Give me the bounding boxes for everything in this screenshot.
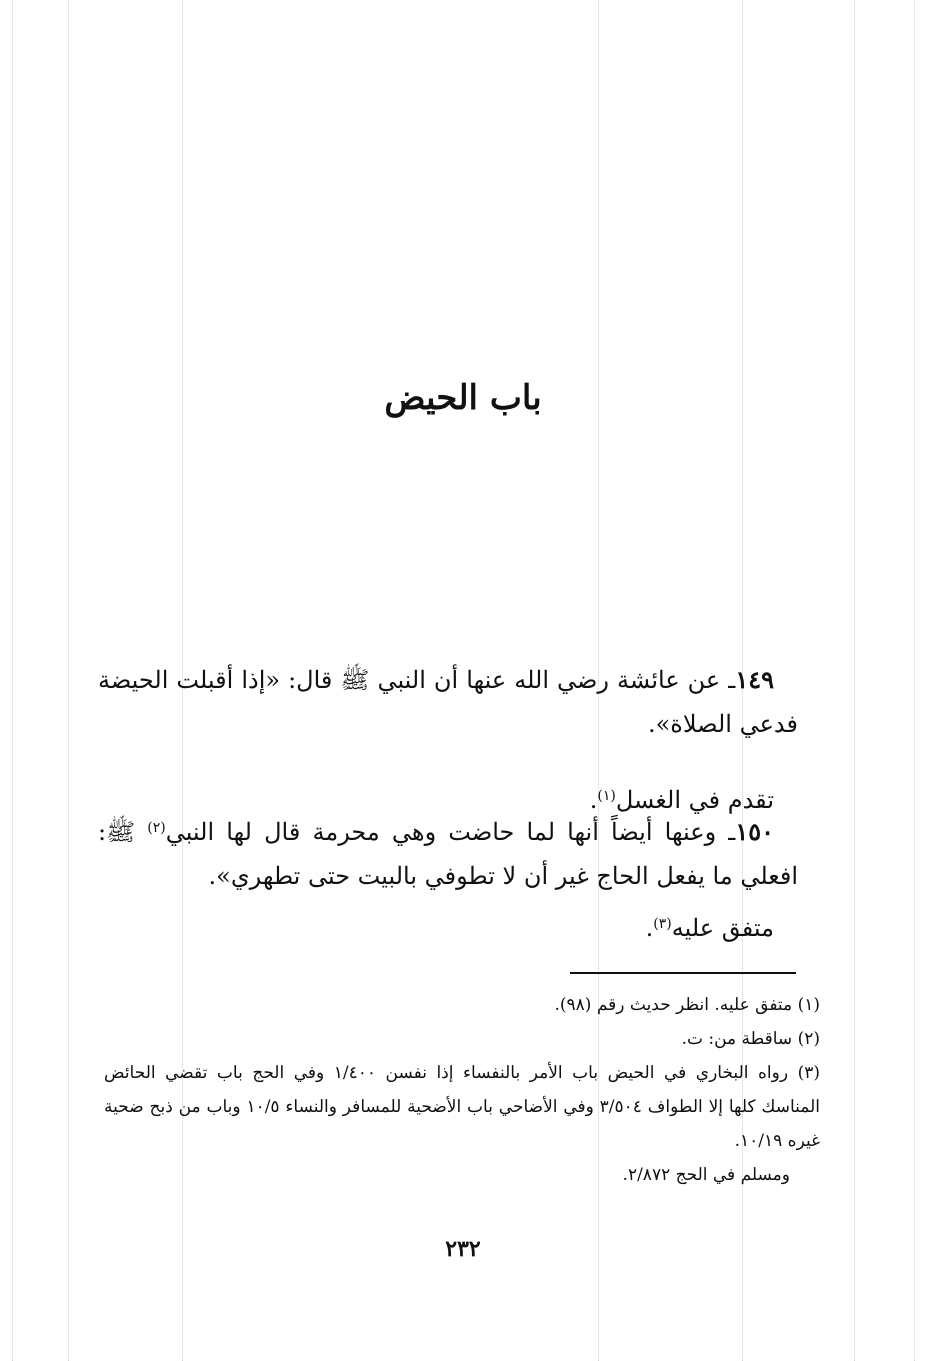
source-note-text: متفق عليه (671, 914, 774, 942)
footnote-ref: (٣) (653, 916, 672, 932)
hadith-150-source-note (98, 906, 798, 950)
footnote-3-continuation (104, 1158, 820, 1192)
chapter-title: باب الحيض (384, 378, 542, 418)
footnote-label: (٣) (797, 1063, 820, 1083)
source-note-end: . (589, 786, 598, 814)
source-note-text: تقدم في الغسل (615, 786, 774, 814)
footnote-text: ساقطة من: ت. (681, 1029, 793, 1049)
page-number: ٢٣٢ (445, 1236, 481, 1262)
footnote-text: ومسلم في الحج ٢/٨٧٢. (622, 1165, 790, 1185)
hadith-149 (98, 658, 798, 746)
footnote-1 (104, 988, 820, 1022)
hadith-number: ١٥٠ (735, 817, 774, 846)
footnote-text: رواه البخاري في الحيض باب الأمر بالنفساء إذا نفسن ١/٤٠٠ وفي الحج باب تقضي الحائض المناسك كلها إلا الطواف ٣/٥٠٤ وفي الأضاحي باب الأضحية للمسافر والنساء ١٠/٥ وباب من ذبح ضحية غيره ١٠/١٩. (104, 1063, 821, 1151)
footnote-separator (570, 972, 796, 974)
hadith-text-part-1: ـ وعنها أيضاً أنها لما حاضت وهي محرمة قال لها النبي (165, 818, 736, 846)
footnote-2 (104, 1022, 820, 1056)
footnote-text: متفق عليه. انظر حديث رقم (٩٨). (554, 995, 793, 1015)
footnote-label: (٢) (797, 1029, 820, 1049)
source-note-end: . (645, 914, 654, 942)
footnote-ref: (١) (597, 788, 616, 804)
scan-artifact-line (854, 0, 855, 1361)
hadith-150 (98, 810, 798, 898)
scan-artifact-line (914, 0, 915, 1361)
scan-artifact-line (12, 0, 13, 1361)
scan-artifact-line (68, 0, 69, 1361)
hadith-number: ١٤٩ (735, 665, 774, 694)
footnote-3 (104, 1056, 820, 1158)
footnote-label: (١) (797, 995, 820, 1015)
footnotes (104, 988, 820, 1192)
footnote-ref: (٢) (147, 820, 166, 836)
hadith-text: ـ عن عائشة رضي الله عنها أن النبي ﷺ قال: «إذا أقبلت الحيضة فدعي الصلاة». (98, 666, 798, 738)
hadith-text-part-2: ﷺ: افعلي ما يفعل الحاج غير أن لا تطوفي بالبيت حتى تطهري». (98, 818, 798, 890)
